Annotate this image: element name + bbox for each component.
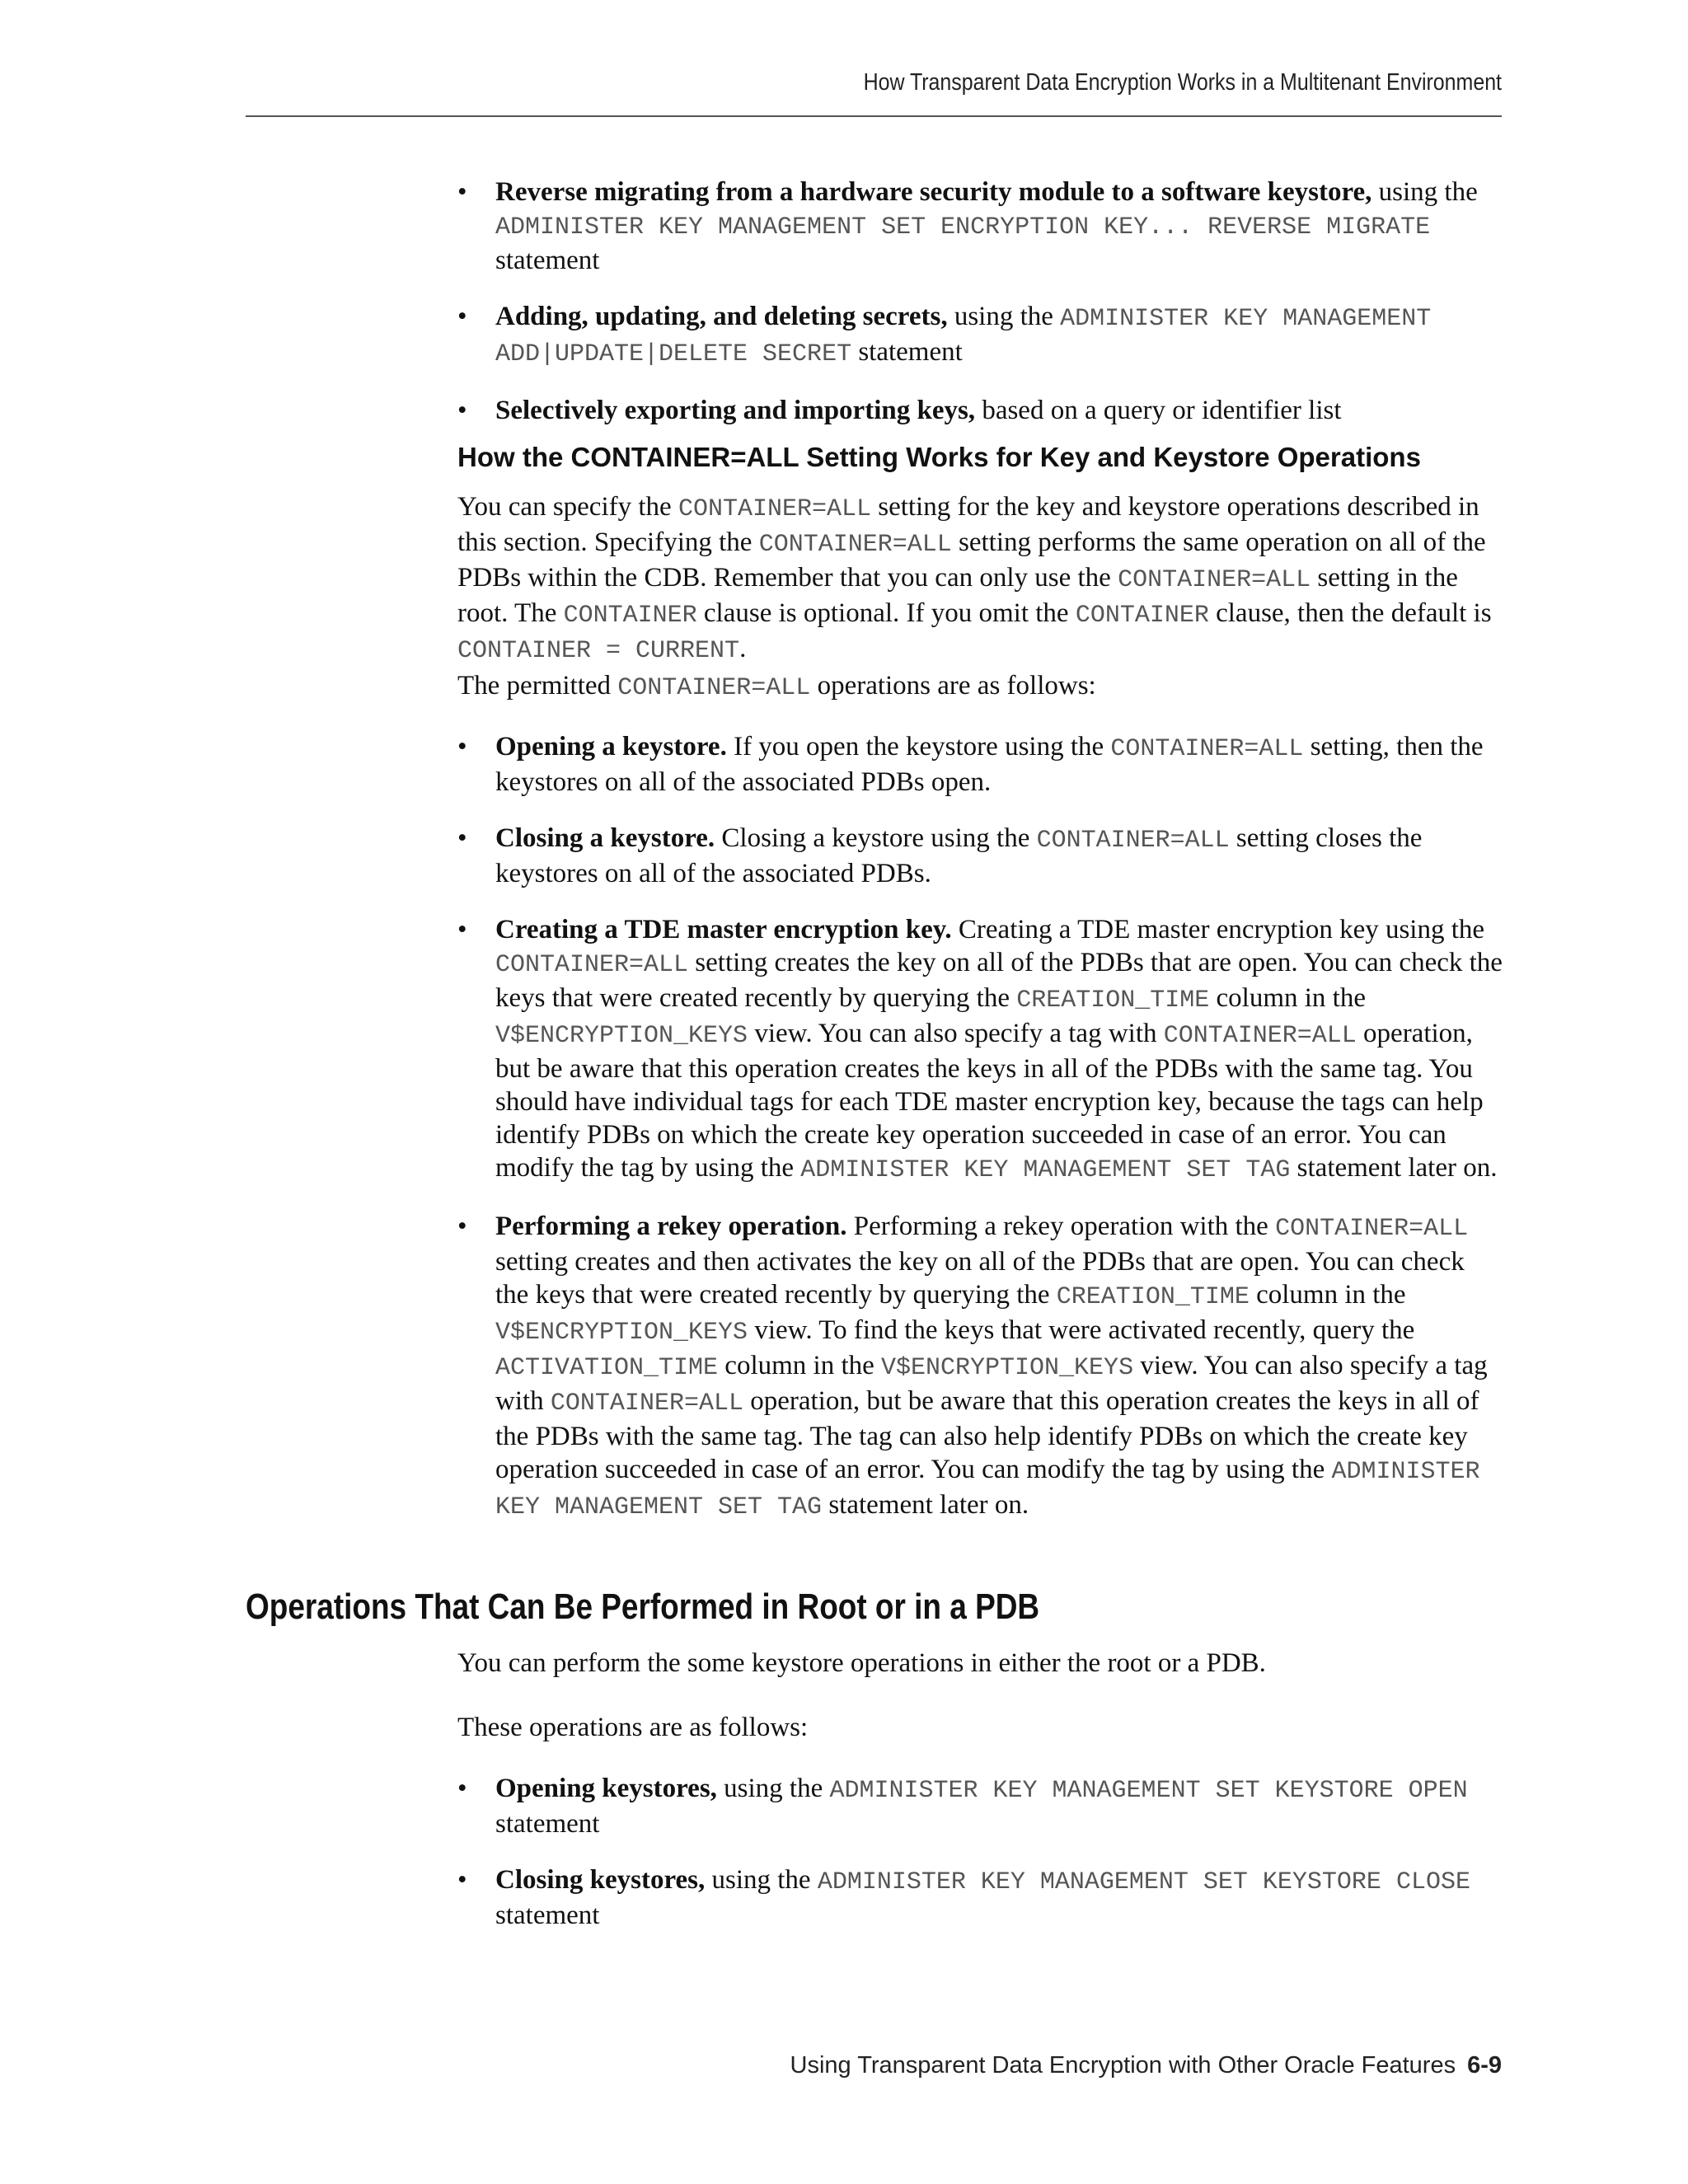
text-run: column in the	[1249, 1280, 1406, 1310]
code-run: CONTAINER=ALL	[1275, 1215, 1469, 1243]
top-bullet-list-block	[457, 176, 1504, 427]
paragraph	[457, 669, 1504, 705]
text-run: Performing a rekey operation with the	[846, 1212, 1276, 1241]
item-lead: Opening a keystore.	[495, 732, 727, 762]
text-run: using the	[947, 302, 1061, 331]
header-rule	[246, 115, 1502, 117]
section-heading-root-or-pdb: Operations That Can Be Performed in Root or in a PDB	[246, 1586, 1040, 1627]
list-item	[457, 822, 1504, 890]
code-run: ADMINISTER KEY MANAGEMENT SET KEYSTORE OPEN	[829, 1777, 1468, 1805]
text-run: statement	[495, 1900, 600, 1930]
code-run: CONTAINER	[563, 602, 697, 630]
text-run: based on a query or identifier list	[975, 396, 1342, 425]
text-run: statement later on.	[822, 1490, 1029, 1520]
code-run: ADMINISTER KEY MANAGEMENT SET TAG	[495, 1458, 1480, 1521]
item-lead: Creating a TDE master encryption key.	[495, 915, 952, 944]
root-pdb-ops-list	[457, 1772, 1504, 1932]
code-run: CONTAINER=ALL	[678, 495, 871, 523]
code-run: CONTAINER=ALL	[617, 674, 811, 702]
text-run: setting creates and then activates the key on all of the PDBs that are open. You can check the keys that were created recently by querying the	[495, 1247, 1465, 1310]
code-run: CONTAINER=ALL	[550, 1390, 743, 1418]
text-run: setting closes the keystores on all of the associated PDBs.	[495, 823, 1423, 888]
text-run: statement later on.	[1290, 1153, 1498, 1183]
text-run: operation, but be aware that this operation creates the keys in all of the PDBs with the same tag. You should have individual tags for each TDE master encryption key, because the tags can help identify PDBs on which the create key operation succeeded in case of an error. You can modify the tag by using the	[495, 1019, 1484, 1183]
text-run: statement	[495, 246, 600, 275]
code-run: V$ENCRYPTION_KEYS	[495, 1022, 748, 1050]
section-heading-container-all: How the CONTAINER=ALL Setting Works for Key and Keystore Operations	[457, 442, 1421, 472]
root-pdb-ops-block	[457, 1772, 1504, 1932]
code-run: ADMINISTER KEY MANAGEMENT SET ENCRYPTION KEY... REVERSE MIGRATE	[495, 213, 1431, 241]
item-lead: Performing a rekey operation.	[495, 1212, 847, 1241]
text-run: .	[739, 634, 747, 663]
code-run: ADMINISTER KEY MANAGEMENT SET TAG	[800, 1156, 1291, 1184]
item-lead: Opening keystores,	[495, 1774, 717, 1803]
code-run: CONTAINER=ALL	[758, 531, 952, 559]
paragraph: You can perform the some keystore operations in either the root or a PDB.	[457, 1648, 1266, 1678]
code-run: ADMINISTER KEY MANAGEMENT ADD|UPDATE|DELETE SECRET	[495, 305, 1432, 368]
code-run: CONTAINER=ALL	[1118, 566, 1311, 594]
item-lead: Closing a keystore.	[495, 823, 715, 853]
text-run: view. You can also specify a tag with	[495, 1351, 1488, 1416]
code-run: ADMINISTER KEY MANAGEMENT SET KEYSTORE CLOSE	[817, 1868, 1470, 1896]
list-item	[457, 1210, 1504, 1524]
text-run: view. To find the keys that were activated recently, query the	[748, 1315, 1415, 1345]
code-run: CONTAINER=ALL	[1036, 827, 1230, 855]
code-run: ACTIVATION_TIME	[495, 1354, 719, 1382]
text-run: The permitted	[457, 671, 618, 701]
text-run: statement	[495, 1809, 600, 1839]
page-number: 6-9	[1467, 2052, 1502, 2079]
text-run: using the	[1372, 177, 1478, 207]
text-run: If you open the keystore using the	[726, 732, 1111, 762]
code-run: CONTAINER=ALL	[495, 951, 689, 979]
list-item	[457, 300, 1504, 371]
text-run: view. You can also specify a tag with	[748, 1019, 1164, 1048]
item-lead: Closing keystores,	[495, 1865, 706, 1895]
text-run: Closing a keystore using the	[715, 823, 1037, 853]
list-item	[457, 913, 1504, 1187]
text-run: You can specify the	[457, 492, 678, 522]
code-run: V$ENCRYPTION_KEYS	[881, 1354, 1134, 1382]
text-run: operations are as follows:	[810, 671, 1096, 701]
page-footer	[246, 2052, 1502, 2079]
text-run: setting creates the key on all of the PDBs that are open. You can check the keys that were created recently by querying the	[495, 948, 1503, 1013]
text-run: setting in the root. The	[457, 563, 1458, 628]
running-header: How Transparent Data Encryption Works in a Multitenant Environment	[863, 69, 1502, 96]
container-all-ops-list	[457, 730, 1504, 1524]
text-run: column in the	[1209, 983, 1366, 1013]
text-run: clause is optional. If you omit the	[696, 598, 1076, 628]
list-item	[457, 730, 1504, 799]
text-run: setting for the key and keystore operations described in this section. Specifying the	[457, 492, 1479, 557]
text-run: operation, but be aware that this operation creates the keys in all of the PDBs with the same tag. The tag can also help identify PDBs on which the create key operation succeeded in case of an error. You can modify the tag by using the	[495, 1386, 1479, 1484]
list-item	[457, 1772, 1504, 1840]
item-lead: Reverse migrating from a hardware security module to a software keystore,	[495, 177, 1372, 207]
code-run: CONTAINER=ALL	[1163, 1022, 1357, 1050]
text-run: using the	[716, 1774, 830, 1803]
code-run: CREATION_TIME	[1016, 987, 1210, 1015]
text-run: clause, then the default is	[1208, 598, 1492, 628]
paragraph	[457, 490, 1504, 668]
text-run: setting performs the same operation on all of the PDBs within the CDB. Remember that you can only use the	[457, 527, 1486, 593]
text-run: setting, then the keystores on all of the associated PDBs open.	[495, 732, 1484, 797]
text-run: using the	[705, 1865, 818, 1895]
text-run: column in the	[718, 1351, 882, 1380]
container-all-ops-block	[457, 730, 1504, 1524]
item-lead: Adding, updating, and deleting secrets,	[495, 302, 948, 331]
code-run: V$ENCRYPTION_KEYS	[495, 1319, 748, 1347]
code-run: CONTAINER	[1075, 602, 1209, 630]
code-run: CREATION_TIME	[1056, 1283, 1250, 1311]
code-run: CONTAINER=ALL	[1110, 735, 1304, 763]
footer-title: Using Transparent Data Encryption with Other Oracle Features	[790, 2052, 1456, 2079]
list-item	[457, 176, 1504, 277]
text-run: statement	[851, 337, 963, 367]
paragraph: These operations are as follows:	[457, 1713, 809, 1742]
code-run: CONTAINER = CURRENT	[457, 637, 740, 665]
list-item	[457, 394, 1504, 427]
top-bullet-list	[457, 176, 1504, 427]
list-item	[457, 1863, 1504, 1932]
text-run: Creating a TDE master encryption key using the	[951, 915, 1485, 944]
item-lead: Selectively exporting and importing keys,	[495, 396, 976, 425]
